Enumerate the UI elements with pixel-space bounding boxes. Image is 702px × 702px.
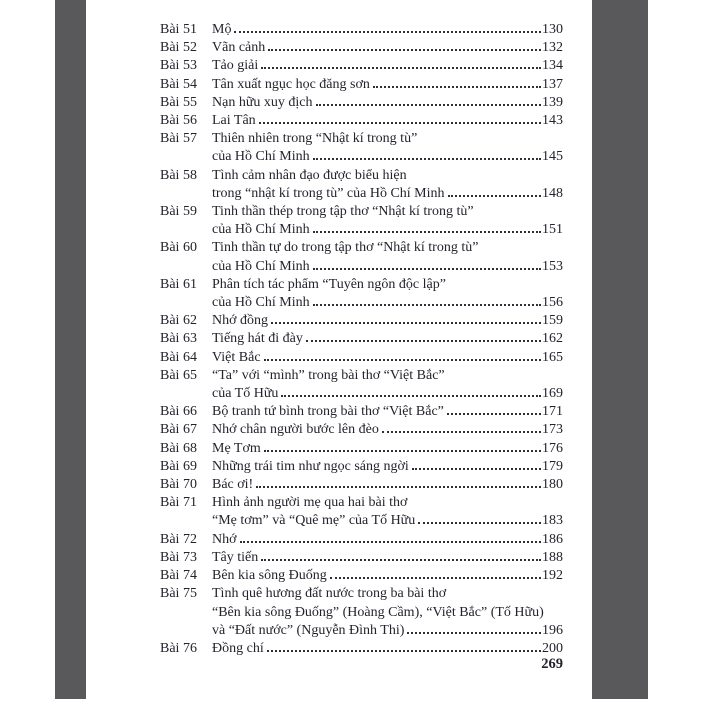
toc-lesson-label: Bài 74 — [160, 568, 197, 584]
toc-row — [160, 585, 563, 603]
toc-dot-leader — [268, 49, 541, 51]
toc-entry-title: Hình ảnh người mẹ qua hai bài thơ — [212, 495, 408, 511]
toc-row — [160, 458, 563, 476]
toc-entry-title: Tình quê hương đất nước trong ba bài thơ — [212, 586, 447, 602]
toc-entry-page-number: 159 — [542, 313, 563, 329]
toc-entry-title: Phân tích tác phẩm “Tuyên ngôn độc lập” — [212, 276, 446, 292]
toc-row — [160, 567, 563, 585]
toc-entry-title: của Hồ Chí Minh — [212, 295, 310, 311]
toc-row — [160, 39, 563, 57]
toc-dot-leader — [264, 450, 541, 452]
toc-entry-page-number: 169 — [542, 386, 563, 402]
toc-entry-title: “Bên kia sông Đuống” (Hoàng Cầm), “Việt Bắc” (Tố Hữu) — [212, 604, 544, 620]
toc-lesson-label: Bài 55 — [160, 94, 197, 110]
toc-entry-page-number: 180 — [542, 477, 563, 493]
page-edge-strip-right — [592, 0, 648, 699]
toc-dot-leader — [261, 67, 541, 69]
toc-entry-page-number: 171 — [542, 404, 563, 420]
toc-lesson-label: Bài 56 — [160, 113, 197, 129]
toc-dot-leader — [306, 340, 541, 342]
toc-entry-page-number: 143 — [542, 113, 563, 129]
toc-lesson-label: Bài 76 — [160, 640, 197, 656]
toc-lesson-label: Bài 62 — [160, 313, 197, 329]
toc-lesson-label: Bài 65 — [160, 367, 197, 383]
toc-lesson-label: Bài 63 — [160, 331, 197, 347]
toc-entry-title: Lai Tân — [212, 113, 256, 129]
toc-dot-leader — [264, 359, 541, 361]
toc-entry-page-number: 188 — [542, 549, 563, 565]
toc-entry-title: “Ta” với “mình” trong bài thơ “Việt Bắc” — [212, 367, 445, 383]
toc-row — [160, 385, 563, 403]
toc-entry-page-number: 151 — [542, 222, 563, 238]
toc-entry-page-number: 148 — [542, 185, 563, 201]
toc-row — [160, 76, 563, 94]
toc-lesson-label: Bài 69 — [160, 458, 197, 474]
toc-entry-page-number: 192 — [542, 568, 563, 584]
toc-entry-page-number: 196 — [542, 622, 563, 638]
toc-lesson-label: Bài 72 — [160, 531, 197, 547]
toc-row — [160, 349, 563, 367]
toc-lesson-label: Bài 71 — [160, 495, 197, 511]
toc-dot-leader — [313, 231, 541, 233]
toc-lesson-label: Bài 68 — [160, 440, 197, 456]
toc-row — [160, 276, 563, 294]
toc-lesson-label: Bài 75 — [160, 586, 197, 602]
toc-dot-leader — [261, 559, 541, 561]
toc-lesson-label: Bài 61 — [160, 276, 197, 292]
toc-dot-leader — [234, 31, 541, 33]
toc-row — [160, 57, 563, 75]
toc-entry-title: Việt Bắc — [212, 349, 261, 365]
toc-row — [160, 622, 563, 640]
toc-dot-leader — [418, 522, 541, 524]
toc-entry-page-number: 156 — [542, 295, 563, 311]
toc-dot-leader — [330, 577, 541, 579]
toc-entry-title: Bên kia sông Đuống — [212, 568, 327, 584]
toc-entry-title: Bộ tranh tứ bình trong bài thơ “Việt Bắc” — [212, 404, 444, 420]
toc-dot-leader — [259, 122, 541, 124]
page-edge-strip-left — [55, 0, 86, 699]
toc-lesson-label: Bài 60 — [160, 240, 197, 256]
toc-lesson-label: Bài 59 — [160, 204, 197, 220]
toc-entry-title: trong “nhật kí trong tù” của Hồ Chí Minh — [212, 185, 445, 201]
toc-dot-leader — [256, 486, 541, 488]
toc-entry-title: Nhớ đồng — [212, 313, 269, 329]
toc-lesson-label: Bài 67 — [160, 422, 197, 438]
toc-dot-leader — [412, 468, 541, 470]
toc-dot-leader — [313, 268, 541, 270]
toc-entry-title: của Hồ Chí Minh — [212, 222, 310, 238]
toc-dot-leader — [271, 322, 541, 324]
toc-dot-leader — [448, 195, 541, 197]
toc-entry-title: của Hồ Chí Minh — [212, 258, 310, 274]
toc-entry-title: Tinh thần thép trong tập thơ “Nhật kí trong tù” — [212, 204, 474, 220]
folio-page-number: 269 — [541, 656, 563, 672]
toc-lesson-label: Bài 64 — [160, 349, 197, 365]
toc-row — [160, 221, 563, 239]
toc-entry-page-number: 139 — [542, 94, 563, 110]
toc-entry-title: Nhớ — [212, 531, 237, 547]
toc-row — [160, 440, 563, 458]
toc-row — [160, 94, 563, 112]
toc-entry-page-number: 134 — [542, 58, 563, 74]
toc-entry-title: Tân xuất ngục học đăng sơn — [212, 76, 370, 92]
toc-lesson-label: Bài 70 — [160, 477, 197, 493]
toc-row — [160, 203, 563, 221]
toc-entry-title: của Hồ Chí Minh — [212, 149, 310, 165]
toc-entry-page-number: 183 — [542, 513, 563, 529]
toc-row — [160, 330, 563, 348]
toc-entry-page-number: 130 — [542, 22, 563, 37]
toc-entry-title: Những trái tim như ngọc sáng ngời — [212, 458, 409, 474]
toc-entry-title: và “Đất nước” (Nguyễn Đình Thi) — [212, 622, 405, 638]
toc-entry-title: Nạn hữu xuy địch — [212, 94, 313, 110]
toc-entry-title: Bác ơi! — [212, 477, 254, 493]
toc-entry-page-number: 173 — [542, 422, 563, 438]
toc-entry-title: Mộ — [212, 22, 232, 37]
toc-entry-title: Vãn cảnh — [212, 40, 266, 56]
toc-lesson-label: Bài 57 — [160, 131, 197, 147]
toc-row — [160, 476, 563, 494]
toc-row — [160, 531, 563, 549]
toc-entry-page-number: 200 — [542, 640, 563, 656]
toc-row — [160, 148, 563, 166]
toc-dot-leader — [316, 104, 541, 106]
toc-lesson-label: Bài 54 — [160, 76, 197, 92]
toc-row — [160, 494, 563, 512]
toc-lesson-label: Bài 66 — [160, 404, 197, 420]
toc-entry-page-number: 153 — [542, 258, 563, 274]
toc-lesson-label: Bài 73 — [160, 549, 197, 565]
toc-entry-page-number: 165 — [542, 349, 563, 365]
toc-entry-page-number: 186 — [542, 531, 563, 547]
toc-dot-leader — [382, 431, 541, 433]
toc-row — [160, 112, 563, 130]
toc-entry-title: Tảo giải — [212, 58, 259, 74]
toc-dot-leader — [373, 86, 541, 88]
toc-entry-title: Tinh thần tự do trong tập thơ “Nhật kí trong tù” — [212, 240, 479, 256]
toc-entry-page-number: 132 — [542, 40, 563, 56]
toc-entry-page-number: 179 — [542, 458, 563, 474]
toc-entry-title: Nhớ chân người bước lên đèo — [212, 422, 379, 438]
toc-entry-page-number: 137 — [542, 76, 563, 92]
toc-dot-leader — [407, 632, 541, 634]
toc-row — [160, 512, 563, 530]
toc-row — [160, 604, 563, 622]
toc-entry-page-number: 145 — [542, 149, 563, 165]
toc-dot-leader — [281, 395, 541, 397]
toc-dot-leader — [313, 158, 541, 160]
toc-entry-title: “Mẹ tơm” và “Quê mẹ” của Tố Hữu — [212, 513, 416, 529]
toc-entry-title: Mẹ Tơm — [212, 440, 261, 456]
toc-row — [160, 294, 563, 312]
toc-lesson-label: Bài 53 — [160, 58, 197, 74]
toc-row — [160, 421, 563, 439]
toc-entry-title: của Tố Hữu — [212, 386, 279, 402]
toc-dot-leader — [313, 304, 541, 306]
toc-dot-leader — [447, 413, 541, 415]
toc-entry-title: Tiếng hát đi đày — [212, 331, 303, 347]
table-of-contents — [160, 21, 563, 658]
toc-row — [160, 130, 563, 148]
toc-row — [160, 239, 563, 257]
toc-row — [160, 167, 563, 185]
toc-row — [160, 312, 563, 330]
toc-dot-leader — [240, 541, 541, 543]
toc-lesson-label: Bài 58 — [160, 167, 197, 183]
toc-entry-title: Thiên nhiên trong “Nhật kí trong tù” — [212, 131, 418, 147]
toc-entry-title: Tây tiến — [212, 549, 259, 565]
toc-row — [160, 185, 563, 203]
toc-lesson-label: Bài 52 — [160, 40, 197, 56]
book-page — [86, 0, 592, 702]
toc-entry-title: Tình cảm nhân đạo được biểu hiện — [212, 167, 407, 183]
toc-row — [160, 367, 563, 385]
toc-entry-page-number: 162 — [542, 331, 563, 347]
toc-dot-leader — [267, 650, 541, 652]
toc-row — [160, 21, 563, 39]
toc-entry-title: Đồng chí — [212, 640, 264, 656]
toc-entry-page-number: 176 — [542, 440, 563, 456]
toc-lesson-label: Bài 51 — [160, 22, 197, 37]
toc-row — [160, 403, 563, 421]
toc-row — [160, 549, 563, 567]
toc-row — [160, 258, 563, 276]
